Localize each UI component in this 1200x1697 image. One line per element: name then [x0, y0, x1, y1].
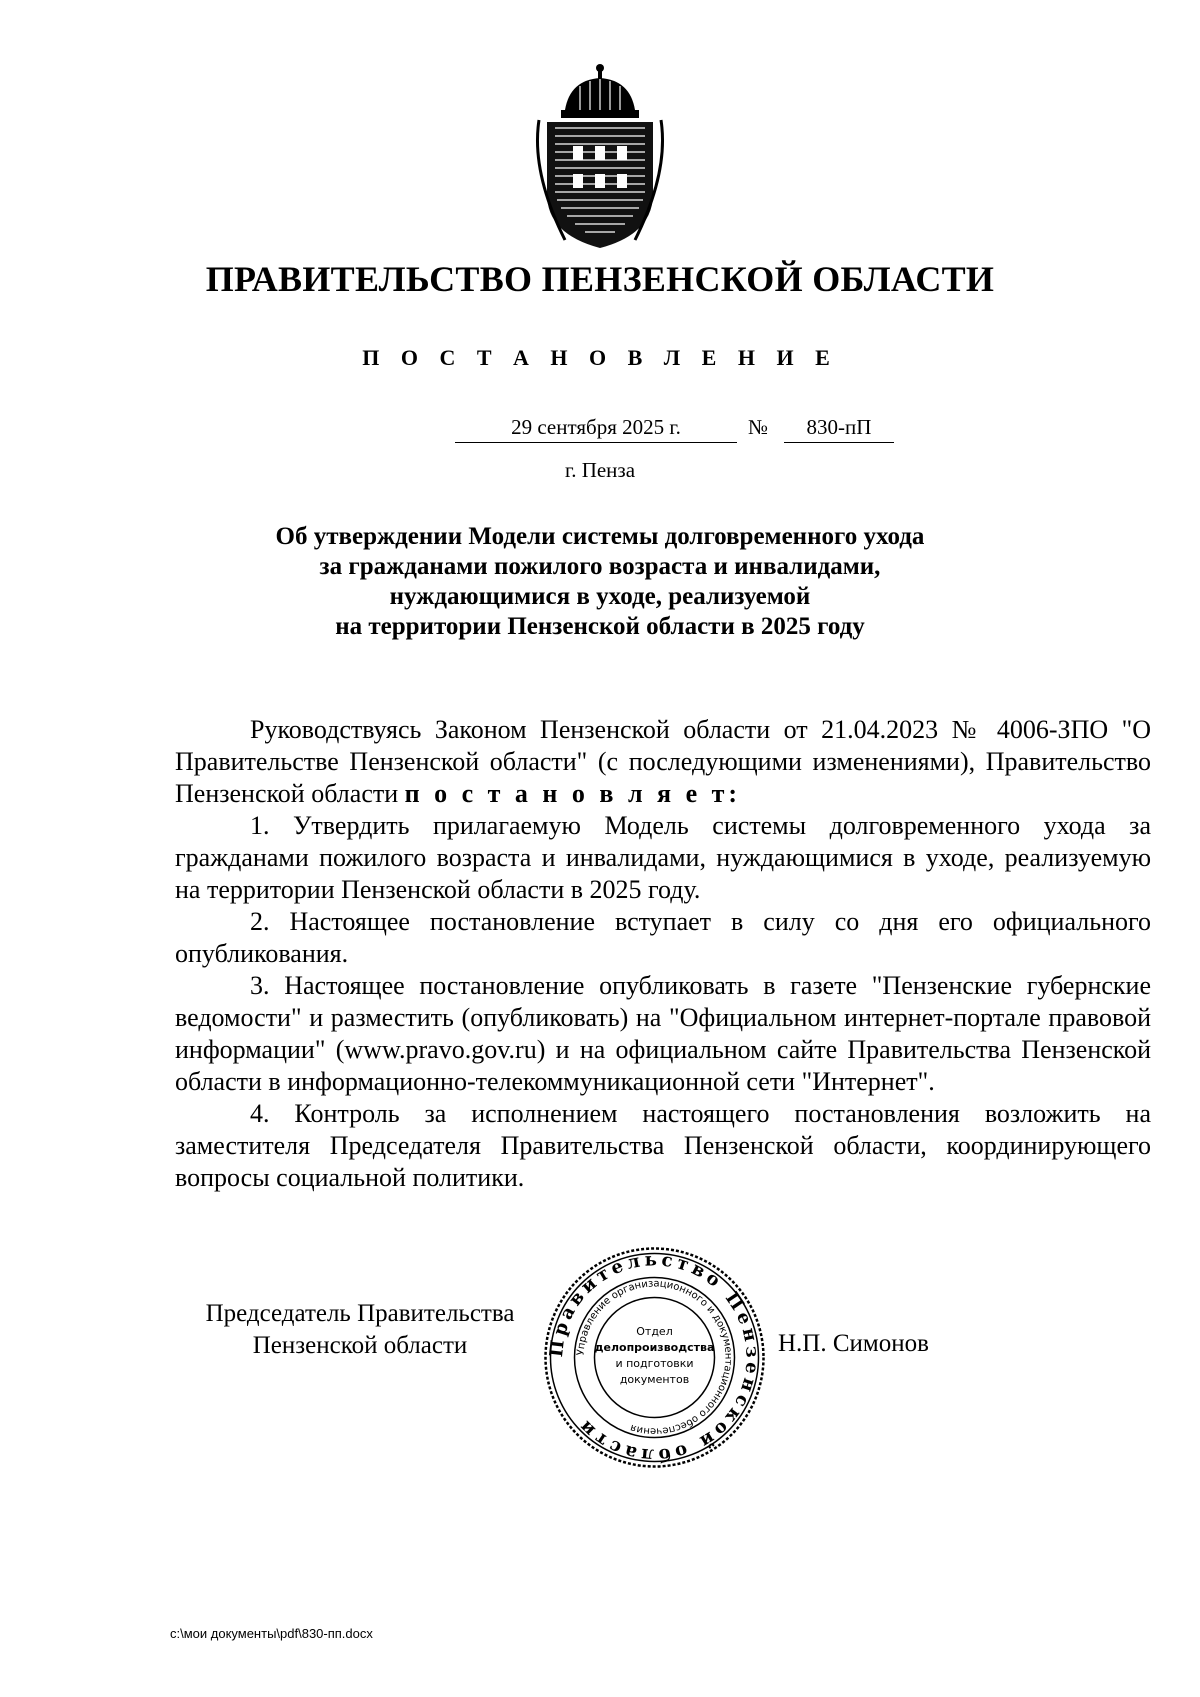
stamp-center-line: делопроизводства: [594, 1341, 715, 1354]
stamp-center-line: Отдел: [636, 1325, 673, 1338]
intro-emphasis: п о с т а н о в л я е т:: [404, 779, 742, 808]
official-seal-icon: [542, 1245, 767, 1470]
stamp-center-line: документов: [619, 1373, 690, 1386]
document-type: П О С Т А Н О В Л Е Н И Е: [362, 345, 838, 370]
document-heading: [0, 522, 1200, 642]
signer-title-line: Председатель Правительства: [205, 1300, 515, 1327]
coat-of-arms-icon: [525, 62, 675, 252]
document-number: 830-пП: [784, 415, 894, 443]
number-sign: №: [748, 415, 769, 439]
stamp-outer-text: Правительство Пензенской области: [546, 1249, 763, 1466]
organization-title: ПРАВИТЕЛЬСТВО ПЕНЗЕНСКОЙ ОБЛАСТИ: [205, 259, 995, 299]
signer-title: [180, 1298, 540, 1362]
document-city: г. Пенза: [564, 458, 636, 482]
list-item: 4. Контроль за исполнением настоящего постановления возложить на заместителя Председателя Правительства Пензенской области, координирующего вопросы социальной политики.: [175, 1099, 1151, 1192]
signer-name: Н.П. Симонов: [778, 1330, 929, 1357]
document-body: [175, 714, 1151, 1194]
intro-text: Руководствуясь Законом Пензенской области от 21.04.2023 № 4006-ЗПО "О Правительстве Пензенской области" (с последующими изменениями), Правительство Пензенской области: [175, 715, 1151, 808]
stamp-middle-text: Управление организационного и документационного обеспечения: [575, 1278, 734, 1437]
signer-title-line: Пензенской области: [252, 1332, 468, 1359]
heading-line: Об утверждении Модели системы долговременного ухода: [275, 523, 925, 550]
heading-line: на территории Пензенской области в 2025 году: [335, 613, 865, 640]
list-item: 3. Настоящее постановление опубликовать в газете "Пензенские губернские ведомости" и разместить (опубликовать) на "Официальном интернет-портале правовой информации" (www.pravo.gov.ru) и на официальном сайте Правительства Пензенской области в информационно-телекоммуникационной сети "Интернет".: [175, 971, 1151, 1096]
list-item: 2. Настоящее постановление вступает в силу со дня его официального опубликования.: [175, 907, 1151, 968]
list-item: 1. Утвердить прилагаемую Модель системы долговременного ухода за гражданами пожилого возраста и инвалидами, нуждающимися в уходе, реализуемую на территории Пензенской области в 2025 году.: [175, 811, 1151, 904]
intro-paragraph: [175, 714, 1151, 810]
heading-line: нуждающимися в уходе, реализуемой: [389, 583, 811, 610]
file-path-footer: c:\мои документы\pdf\830-пп.docx: [170, 1626, 373, 1641]
heading-line: за гражданами пожилого возраста и инвалидами,: [319, 553, 881, 580]
document-date: 29 сентября 2025 г.: [455, 415, 737, 443]
stamp-center-line: и подготовки: [615, 1357, 694, 1370]
